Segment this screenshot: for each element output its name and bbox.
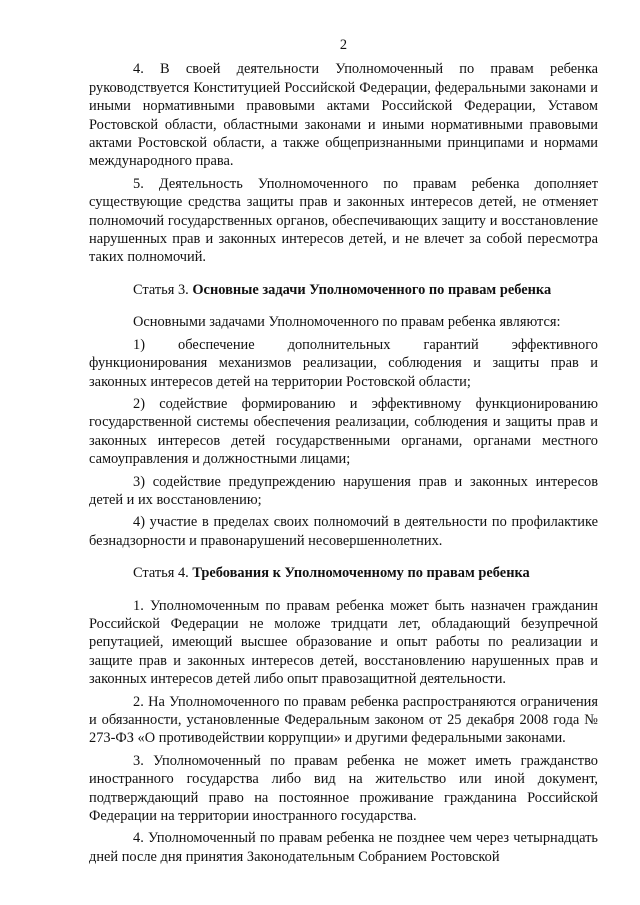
paragraph: 3. Уполномоченный по правам ребенка не может иметь гражданство иностранного государства либо вид на жительство или иной документ, подтверждающий право на постоянное проживание гражданина Российской Федерации на территории иностранного государства. [89,752,598,825]
paragraph: 4. В своей деятельности Уполномоченный по правам ребенка руководствуется Конституцией Российской Федерации, федеральными законами и иными нормативными правовыми актами Российской Федерации, Уставом Ростовской области, областными законами и иными нормативными правовыми актами Ростовской области, а также общепризнанными принципами и нормами международного права. [89,61,598,170]
article-title: Требования к Уполномоченному по правам ребенка [192,565,530,582]
article-number: Статья 4. [133,565,189,582]
paragraph: 4. Уполномоченный по правам ребенка не позднее чем через четырнадцать дней после дня принятия Законодательным Собранием Ростовской [89,830,598,865]
paragraph: 1. Уполномоченным по правам ребенка может быть назначен гражданин Российской Федерации не моложе тридцати лет, обладающий безупречной репутацией, имеющий высшее образование и опыт работы по реализации и защите прав и законных интересов детей, восстановлению нарушенных прав и законных интересов детей либо опыт правозащитной деятельности. [89,597,598,688]
document-page [89,36,598,870]
article-heading [89,564,598,582]
list-item: 2) содействие формированию и эффективному функционированию государственной системы обеспечения реализации, соблюдения и защиты прав и законных интересов детей государственными органами, органами местного самоуправления и должностными лицами; [89,395,598,468]
paragraph: 2. На Уполномоченного по правам ребенка распространяются ограничения и обязанности, установленные Федеральным законом от 25 декабря 2008 года № 273-ФЗ «О противодействии коррупции» и другими федеральными законами. [89,693,598,747]
list-item: 3) содействие предупреждению нарушения прав и законных интересов детей и их восстановлению; [89,473,598,508]
article-heading [89,281,598,299]
page-number: 2 [339,37,348,53]
list-item: 4) участие в пределах своих полномочий в деятельности по профилактике безнадзорности и правонарушений несовершеннолетних. [89,514,598,549]
paragraph: 5. Деятельность Уполномоченного по правам ребенка дополняет существующие средства защиты прав и законных интересов детей, не отменяет полномочий государственных органов, обеспечивающих защиту и восстановление нарушенных прав и законных интересов детей, и не влечет за собой пересмотра таких полномочий. [89,175,598,266]
article-number: Статья 3. [133,281,189,298]
paragraph: Основными задачами Уполномоченного по правам ребенка являются: [133,314,561,331]
list-item: 1) обеспечение дополнительных гарантий эффективного функционирования механизмов реализации, соблюдения и защиты прав и законных интересов детей на территории Ростовской области; [89,336,598,390]
article-title: Основные задачи Уполномоченного по правам ребенка [192,281,552,298]
